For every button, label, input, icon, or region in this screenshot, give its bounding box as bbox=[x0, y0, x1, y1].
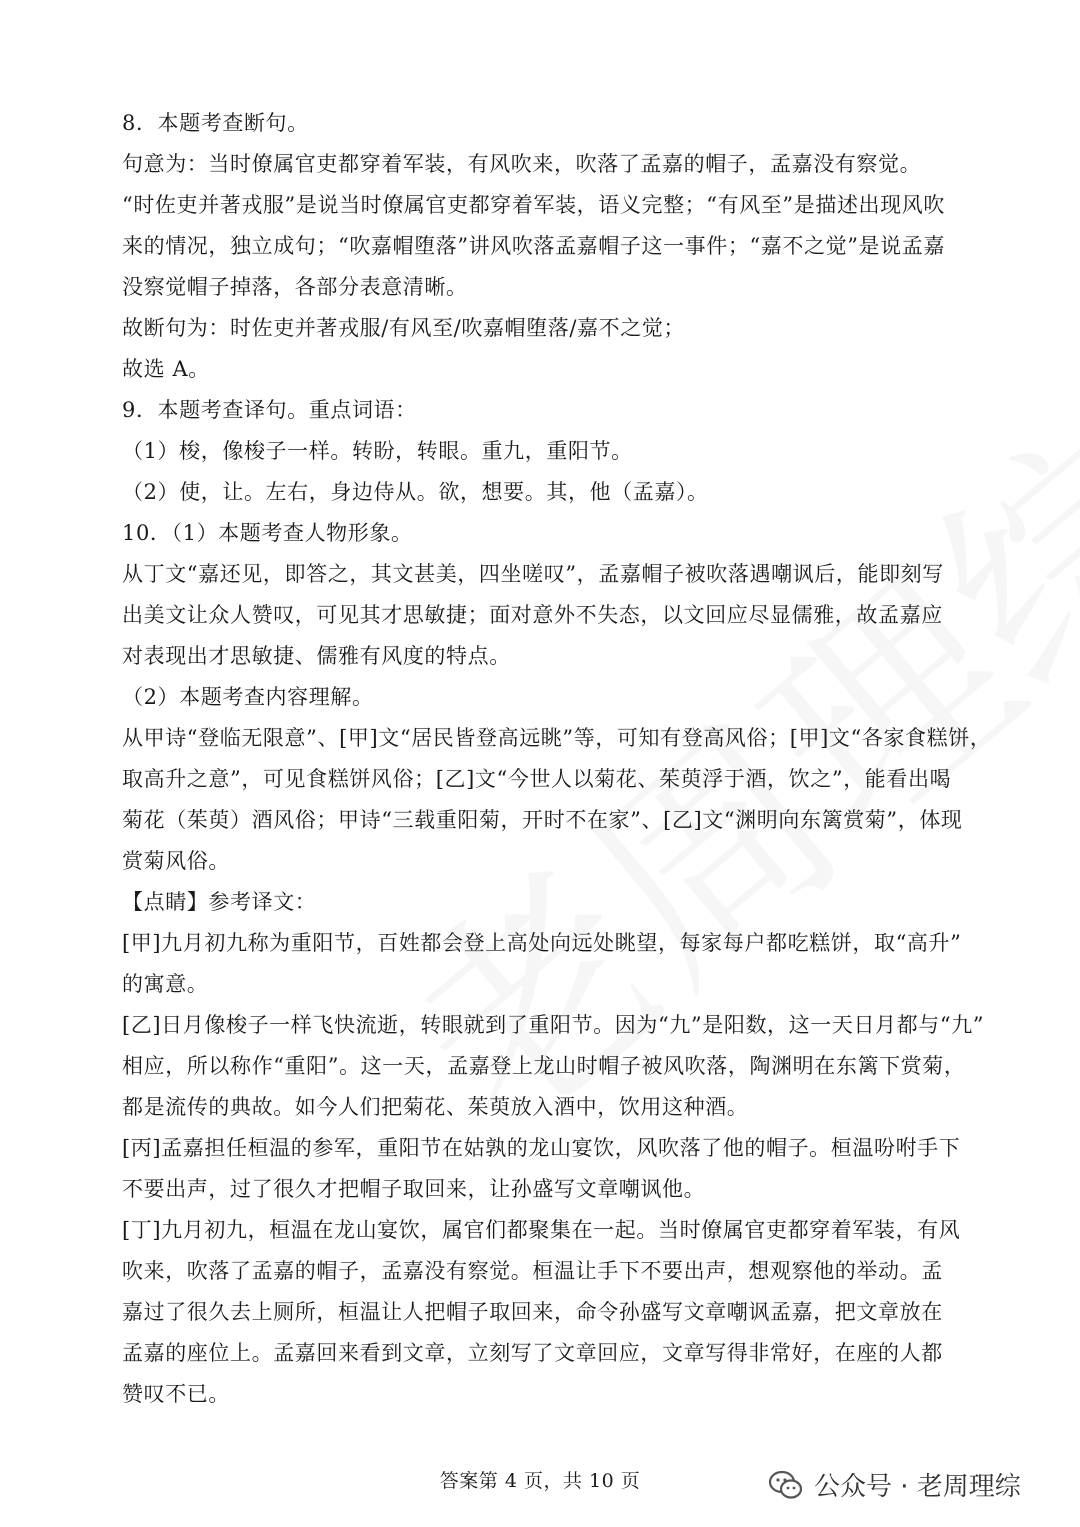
text-line: 10．（1）本题考查人物形象。 bbox=[122, 521, 413, 545]
text-line: 8．本题考查断句。 bbox=[122, 111, 309, 135]
text-line: [甲]九月初九称为重阳节，百姓都会登上高处向远处眺望，每家每户都吃糕饼，取“高升” bbox=[122, 931, 962, 955]
account-badge[interactable] bbox=[768, 1466, 1021, 1503]
text-line: 的寓意。 bbox=[122, 972, 209, 996]
text-line: 吹来，吹落了孟嘉的帽子，孟嘉没有察觉。桓温让手下不要出声，想观察他的举动。孟 bbox=[122, 1259, 943, 1283]
text-line: 故选 A。 bbox=[122, 357, 210, 381]
text-line: 菊花（茱萸）酒风俗；甲诗“三载重阳菊，开时不在家”、[乙]文“渊明向东篱赏菊”，体现 bbox=[122, 808, 963, 832]
text-line: 没察觉帽子掉落，各部分表意清晰。 bbox=[122, 275, 468, 299]
text-line: “时佐吏并著戎服”是说当时僚属官吏都穿着军装，语义完整；“有风至”是描述出现风吹 bbox=[122, 193, 945, 217]
text-line: 句意为：当时僚属官吏都穿着军装，有风吹来，吹落了孟嘉的帽子，孟嘉没有察觉。 bbox=[122, 152, 922, 176]
text-line: 不要出声，过了很久才把帽子取回来，让孙盛写文章嘲讽他。 bbox=[122, 1177, 706, 1201]
text-line: 故断句为：时佐吏并著戎服/有风至/吹嘉帽堕落/嘉不之觉； bbox=[122, 316, 686, 340]
text-line: 赏菊风俗。 bbox=[122, 849, 230, 873]
text-line: 相应，所以称作“重阳”。这一天，孟嘉登上龙山时帽子被风吹落，陶渊明在东篱下赏菊， bbox=[122, 1054, 966, 1078]
text-line: 对表现出才思敏捷、儒雅有风度的特点。 bbox=[122, 644, 511, 668]
text-line: [丙]孟嘉担任桓温的参军，重阳节在姑孰的龙山宴饮，风吹落了他的帽子。桓温吩咐手下 bbox=[122, 1136, 961, 1160]
account-name: 公众号 · 老周理综 bbox=[814, 1472, 1021, 1502]
text-line: [丁]九月初九，桓温在龙山宴饮，属官们都聚集在一起。当时僚属官吏都穿着军装，有风 bbox=[122, 1218, 961, 1242]
text-line: [乙]日月像梭子一样飞快流逝，转眼就到了重阳节。因为“九”是阳数，这一天日月都与“九” bbox=[122, 1013, 985, 1037]
page-number: 答案第 4 页，共 10 页 bbox=[439, 1470, 641, 1492]
text-line: 9．本题考查译句。重点词语： bbox=[122, 398, 417, 422]
text-line: （1）梭，像梭子一样。转盼，转眼。重九，重阳节。 bbox=[122, 439, 633, 463]
text-line: 【点睛】参考译文： bbox=[122, 890, 317, 914]
wechat-icon bbox=[768, 1470, 804, 1500]
text-line: （2）本题考查内容理解。 bbox=[122, 685, 374, 709]
text-line: 嘉过了很久去上厕所，桓温让人把帽子取回来，命令孙盛写文章嘲讽孟嘉，把文章放在 bbox=[122, 1300, 943, 1324]
text-line: 来的情况，独立成句；“吹嘉帽堕落”讲风吹落孟嘉帽子这一事件；“嘉不之觉”是说孟嘉 bbox=[122, 234, 945, 258]
text-line: 孟嘉的座位上。孟嘉回来看到文章，立刻写了文章回应，文章写得非常好，在座的人都 bbox=[122, 1341, 943, 1365]
text-line: 都是流传的典故。如今人们把菊花、茱萸放入酒中，饮用这种酒。 bbox=[122, 1095, 749, 1119]
text-line: 出美文让众人赞叹，可见其才思敏捷；面对意外不失态，以文回应尽显儒雅，故孟嘉应 bbox=[122, 603, 943, 627]
text-line: 赞叹不已。 bbox=[122, 1382, 230, 1406]
text-line: （2）使，让。左右，身边侍从。欲，想要。其，他（孟嘉）。 bbox=[122, 480, 709, 504]
answer-document bbox=[122, 103, 992, 1415]
text-line: 取高升之意”，可见食糕饼风俗；[乙]文“今世人以菊花、茱萸浮于酒，饮之”，能看出喝 bbox=[122, 767, 952, 791]
text-line: 从甲诗“登临无限意”、[甲]文“居民皆登高远眺”等，可知有登高风俗；[甲]文“各家食糕饼， bbox=[122, 726, 992, 750]
text-line: 从丁文“嘉还见，即答之，其文甚美，四坐嗟叹”，孟嘉帽子被吹落遇嘲讽后，能即刻写 bbox=[122, 562, 944, 586]
